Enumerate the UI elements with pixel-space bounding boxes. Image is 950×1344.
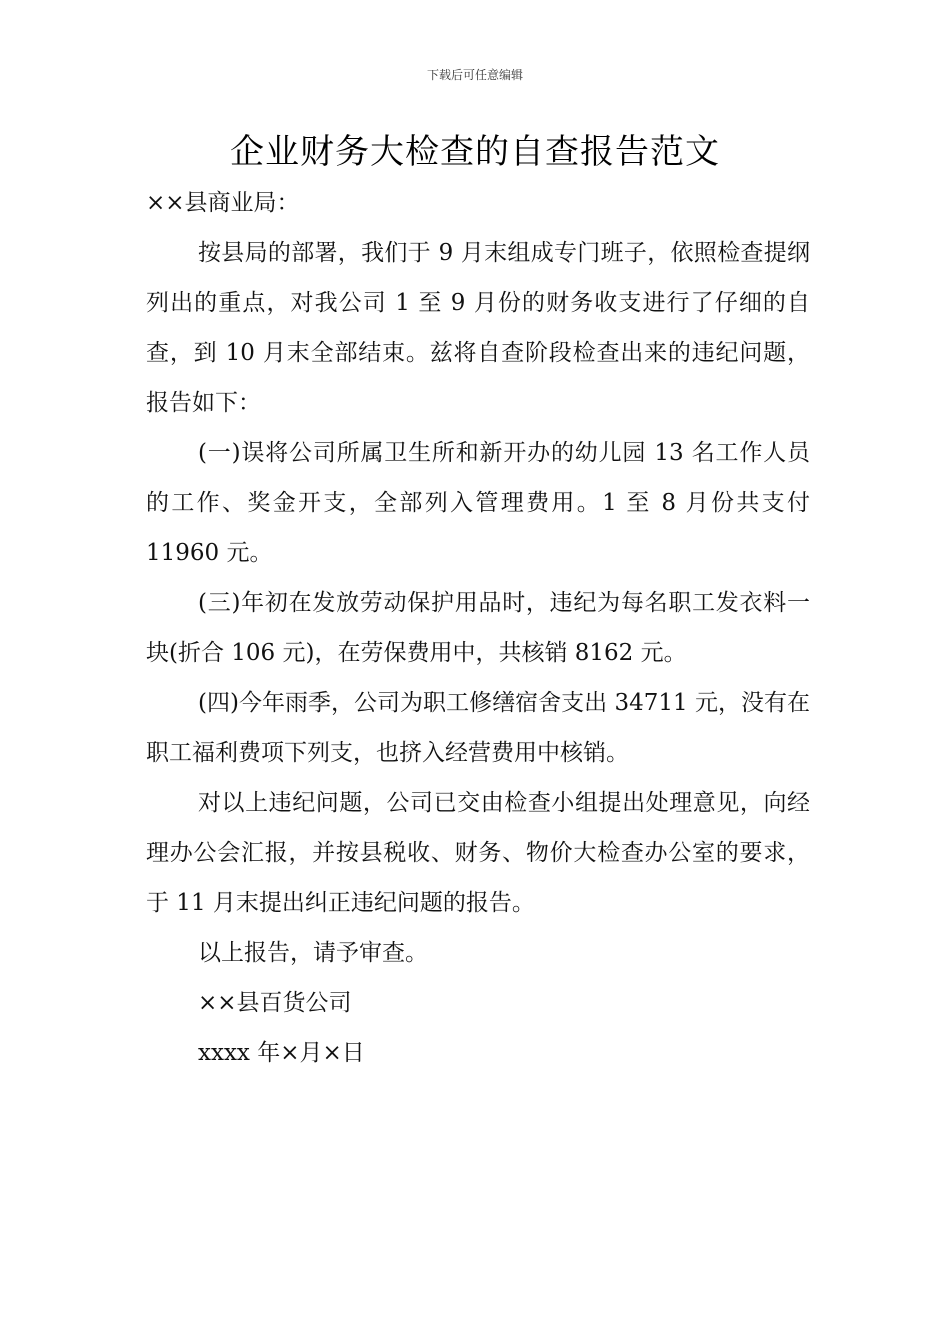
header-note: 下载后可任意编辑	[426, 68, 523, 82]
document-body	[146, 178, 810, 1078]
signature: ××县百货公司	[198, 990, 352, 1016]
paragraph-item-3: (三)年初在发放劳动保护用品时，违纪为每名职工发衣料一块(折合 106 元)，在劳保费用中，共核销 8162 元。	[146, 590, 810, 666]
document-title: 企业财务大检查的自查报告范文	[230, 132, 720, 172]
paragraph-item-1: (一)误将公司所属卫生所和新开办的幼儿园 13 名工作人员的工作、奖金开支，全部列入管理费用。1 至 8 月份共支付 11960 元。	[146, 440, 810, 566]
paragraph-closing: 以上报告，请予审查。	[198, 940, 428, 966]
date-line: xxxx 年×月×日	[198, 1040, 365, 1066]
paragraph-intro: 按县局的部署，我们于 9 月末组成专门班子，依照检查提纲列出的重点，对我公司 1 至 9 月份的财务收支进行了仔细的自查，到 10 月末全部结束。兹将自查阶段检查出来的违纪问题，报告如下：	[146, 240, 810, 416]
salutation: ××县商业局：	[146, 190, 300, 216]
paragraph-conclusion: 对以上违纪问题，公司已交由检查小组提出处理意见，向经理办公会汇报，并按县税收、财务、物价大检查办公室的要求，于 11 月末提出纠正违纪问题的报告。	[146, 790, 810, 916]
paragraph-item-4: (四)今年雨季，公司为职工修缮宿舍支出 34711 元，没有在职工福利费项下列支，也挤入经营费用中核销。	[146, 690, 810, 766]
